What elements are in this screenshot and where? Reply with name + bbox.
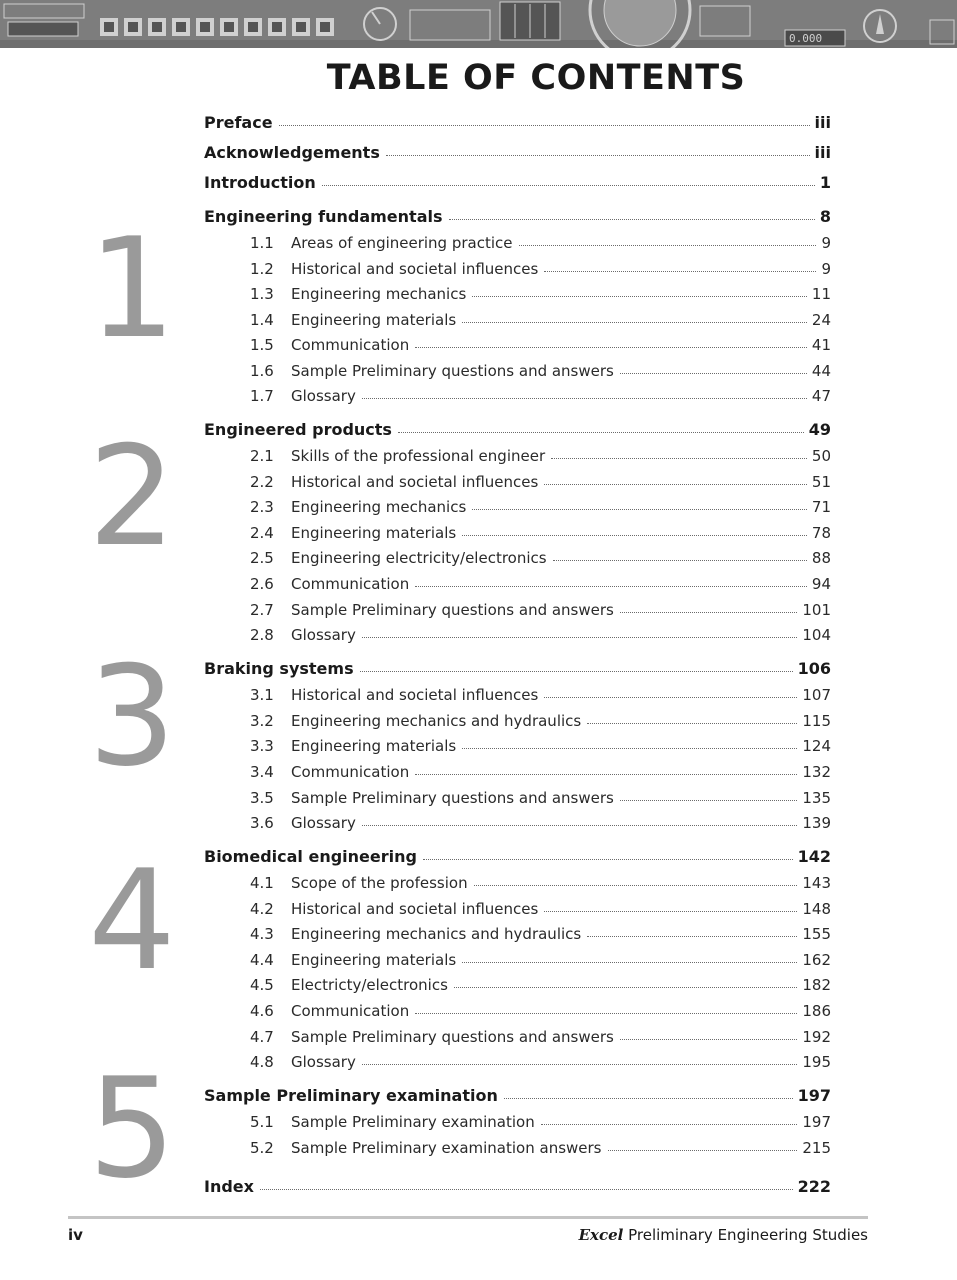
section-page: 197 — [802, 1113, 831, 1131]
section-number: 2.4 — [250, 524, 274, 542]
toc-section[interactable] — [250, 731, 831, 755]
section-number: 2.1 — [250, 447, 274, 465]
footer-title-text: Preliminary Engineering Studies — [628, 1226, 868, 1244]
dot-leader — [544, 484, 807, 485]
toc-section[interactable] — [250, 441, 831, 465]
dot-leader — [260, 1189, 793, 1190]
section-title: Engineering materials — [291, 311, 457, 329]
toc-entry-page: iii — [814, 143, 831, 162]
toc-section[interactable] — [250, 305, 831, 329]
chapter-number-5: 5 — [88, 1048, 176, 1209]
toc-section[interactable] — [250, 1047, 831, 1071]
toc-section[interactable] — [250, 1133, 831, 1157]
section-title: Sample Preliminary questions and answers — [291, 362, 614, 380]
toc-section[interactable] — [250, 620, 831, 644]
toc-section[interactable] — [250, 254, 831, 278]
section-page: 182 — [802, 976, 831, 994]
toc-section[interactable] — [250, 868, 831, 892]
dot-leader — [620, 612, 798, 613]
section-title: Communication — [291, 575, 410, 593]
section-title: Areas of engineering practice — [291, 234, 513, 252]
section-title: Sample Preliminary examination answers — [291, 1139, 602, 1157]
section-page: 192 — [802, 1028, 831, 1046]
chapter-title: Braking systems — [204, 659, 354, 678]
toc-section[interactable] — [250, 518, 831, 542]
dot-leader — [362, 825, 798, 826]
dot-leader — [544, 697, 797, 698]
section-number: 1.5 — [250, 336, 274, 354]
section-title: Engineering mechanics and hydraulics — [291, 712, 582, 730]
chapter-page: 49 — [808, 420, 831, 439]
section-title: Communication — [291, 336, 410, 354]
chapter-heading-5[interactable] — [204, 1081, 831, 1105]
dot-leader — [472, 296, 807, 297]
section-number: 2.7 — [250, 601, 274, 619]
dot-leader — [587, 723, 797, 724]
footer-brand: Excel — [578, 1226, 624, 1244]
dot-leader — [415, 774, 797, 775]
dot-leader — [449, 219, 815, 220]
section-page: 78 — [811, 524, 831, 542]
toc-section[interactable] — [250, 356, 831, 380]
section-title: Glossary — [291, 1053, 356, 1071]
dot-leader — [587, 936, 797, 937]
section-number: 1.7 — [250, 387, 274, 405]
section-number: 2.2 — [250, 473, 274, 491]
toc-section[interactable] — [250, 996, 831, 1020]
toc-entry-page: 222 — [797, 1177, 831, 1196]
toc-section[interactable] — [250, 706, 831, 730]
section-title: Engineering materials — [291, 951, 457, 969]
section-number: 4.3 — [250, 925, 274, 943]
section-number: 4.5 — [250, 976, 274, 994]
section-page: 148 — [802, 900, 831, 918]
toc-entry-label: Acknowledgements — [204, 143, 380, 162]
section-page: 215 — [802, 1139, 831, 1157]
toc-entry-introduction[interactable] — [204, 168, 831, 192]
section-number: 4.7 — [250, 1028, 274, 1046]
section-number: 3.3 — [250, 737, 274, 755]
toc-section[interactable] — [250, 381, 831, 405]
chapter-number-3: 3 — [88, 636, 176, 797]
toc-section[interactable] — [250, 945, 831, 969]
dot-leader — [620, 800, 798, 801]
section-number: 3.1 — [250, 686, 274, 704]
dot-leader — [386, 155, 810, 156]
toc-entry-page: 1 — [819, 173, 831, 192]
section-page: 9 — [821, 234, 831, 252]
section-number: 3.2 — [250, 712, 274, 730]
section-number: 3.5 — [250, 789, 274, 807]
toc-section[interactable] — [250, 1107, 831, 1131]
chapter-heading-1[interactable] — [204, 202, 831, 226]
dot-leader — [541, 1124, 798, 1125]
dot-leader — [544, 911, 797, 912]
section-page: 107 — [802, 686, 831, 704]
chapter-number-4: 4 — [88, 840, 176, 1001]
section-number: 4.1 — [250, 874, 274, 892]
dot-leader — [415, 586, 807, 587]
section-number: 1.2 — [250, 260, 274, 278]
section-title: Scope of the profession — [291, 874, 468, 892]
section-page: 139 — [802, 814, 831, 832]
toc-entry-page: iii — [814, 113, 831, 132]
toc-section[interactable] — [250, 228, 831, 252]
section-page: 44 — [811, 362, 831, 380]
toc-entry-label: Index — [204, 1177, 254, 1196]
toc-section[interactable] — [250, 919, 831, 943]
dot-leader — [544, 271, 816, 272]
section-page: 71 — [811, 498, 831, 516]
section-page: 186 — [802, 1002, 831, 1020]
chapter-heading-3[interactable] — [204, 654, 831, 678]
section-title: Historical and societal influences — [291, 473, 539, 491]
section-title: Engineering materials — [291, 737, 457, 755]
section-number: 4.2 — [250, 900, 274, 918]
toc-section[interactable] — [250, 543, 831, 567]
section-page: 195 — [802, 1053, 831, 1071]
page-title: TABLE OF CONTENTS — [326, 58, 746, 98]
section-number: 1.3 — [250, 285, 274, 303]
toc-entry-label: Preface — [204, 113, 273, 132]
toc-section[interactable] — [250, 279, 831, 303]
chapter-page: 142 — [797, 847, 831, 866]
section-number: 4.8 — [250, 1053, 274, 1071]
section-page: 115 — [802, 712, 831, 730]
section-page: 50 — [811, 447, 831, 465]
section-page: 11 — [811, 285, 831, 303]
toc-section[interactable] — [250, 569, 831, 593]
section-title: Glossary — [291, 387, 356, 405]
section-number: 4.4 — [250, 951, 274, 969]
toc-section[interactable] — [250, 467, 831, 491]
toc-entry-index[interactable] — [204, 1172, 831, 1196]
section-title: Engineering materials — [291, 524, 457, 542]
footer-book-title — [579, 1226, 868, 1244]
section-title: Historical and societal influences — [291, 686, 539, 704]
dot-leader — [462, 962, 797, 963]
section-page: 162 — [802, 951, 831, 969]
section-number: 3.4 — [250, 763, 274, 781]
dot-leader — [415, 1013, 797, 1014]
section-page: 88 — [811, 549, 831, 567]
dot-leader — [519, 245, 817, 246]
chapter-title: Sample Preliminary examination — [204, 1086, 498, 1105]
section-page: 124 — [802, 737, 831, 755]
section-number: 2.6 — [250, 575, 274, 593]
footer-page-number: iv — [68, 1226, 83, 1244]
dot-leader — [279, 125, 810, 126]
toc-section[interactable] — [250, 330, 831, 354]
section-page: 94 — [811, 575, 831, 593]
toc-entry-acknowledgements[interactable] — [204, 138, 831, 162]
section-title: Glossary — [291, 814, 356, 832]
chapter-heading-4[interactable] — [204, 842, 831, 866]
dot-leader — [551, 458, 807, 459]
section-title: Engineering mechanics and hydraulics — [291, 925, 582, 943]
dot-leader — [322, 185, 815, 186]
section-page: 132 — [802, 763, 831, 781]
section-page: 51 — [811, 473, 831, 491]
section-title: Sample Preliminary questions and answers — [291, 601, 614, 619]
dot-leader — [462, 322, 807, 323]
toc-section[interactable] — [250, 894, 831, 918]
section-page: 9 — [821, 260, 831, 278]
dot-leader — [362, 398, 807, 399]
dot-leader — [462, 535, 807, 536]
dot-leader — [423, 859, 793, 860]
toc-section[interactable] — [250, 492, 831, 516]
section-number: 2.3 — [250, 498, 274, 516]
section-title: Historical and societal influences — [291, 900, 539, 918]
section-number: 5.2 — [250, 1139, 274, 1157]
section-page: 101 — [802, 601, 831, 619]
section-title: Glossary — [291, 626, 356, 644]
section-title: Sample Preliminary questions and answers — [291, 789, 614, 807]
chapter-title: Engineering fundamentals — [204, 207, 443, 226]
chapter-number-1: 1 — [88, 208, 176, 369]
section-page: 104 — [802, 626, 831, 644]
section-number: 5.1 — [250, 1113, 274, 1131]
dot-leader — [553, 560, 807, 561]
toc-section[interactable] — [250, 680, 831, 704]
section-title: Engineering mechanics — [291, 285, 467, 303]
chapter-number-2: 2 — [88, 416, 176, 577]
toc-section[interactable] — [250, 808, 831, 832]
section-title: Engineering mechanics — [291, 498, 467, 516]
section-number: 3.6 — [250, 814, 274, 832]
chapter-page: 106 — [797, 659, 831, 678]
toc-section[interactable] — [250, 783, 831, 807]
section-page: 155 — [802, 925, 831, 943]
dot-leader — [454, 987, 797, 988]
section-title: Historical and societal influences — [291, 260, 539, 278]
chapter-title: Engineered products — [204, 420, 392, 439]
toc-section[interactable] — [250, 1022, 831, 1046]
footer-divider — [68, 1216, 868, 1219]
chapter-page: 8 — [819, 207, 831, 226]
section-number: 4.6 — [250, 1002, 274, 1020]
section-number: 1.4 — [250, 311, 274, 329]
readout-display: 0.000 — [789, 32, 823, 45]
dot-leader — [608, 1150, 798, 1151]
section-title: Skills of the professional engineer — [291, 447, 546, 465]
section-page: 47 — [811, 387, 831, 405]
dot-leader — [620, 373, 807, 374]
dot-leader — [462, 748, 797, 749]
section-title: Sample Preliminary questions and answers — [291, 1028, 614, 1046]
section-number: 1.1 — [250, 234, 274, 252]
dot-leader — [415, 347, 807, 348]
toc-entry-preface[interactable] — [204, 108, 831, 132]
toc-section[interactable] — [250, 757, 831, 781]
section-title: Communication — [291, 763, 410, 781]
section-title: Communication — [291, 1002, 410, 1020]
section-page: 135 — [802, 789, 831, 807]
chapter-title: Biomedical engineering — [204, 847, 417, 866]
section-title: Electricty/electronics — [291, 976, 448, 994]
section-title: Sample Preliminary examination — [291, 1113, 535, 1131]
dot-leader — [620, 1039, 798, 1040]
section-number: 1.6 — [250, 362, 274, 380]
dot-leader — [474, 885, 798, 886]
chapter-page: 197 — [797, 1086, 831, 1105]
chapter-heading-2[interactable] — [204, 415, 831, 439]
dot-leader — [360, 671, 793, 672]
toc-section[interactable] — [250, 970, 831, 994]
toc-entry-label: Introduction — [204, 173, 316, 192]
section-page: 24 — [811, 311, 831, 329]
control-panel-banner — [0, 0, 957, 48]
section-page: 41 — [811, 336, 831, 354]
section-number: 2.8 — [250, 626, 274, 644]
section-number: 2.5 — [250, 549, 274, 567]
toc-section[interactable] — [250, 595, 831, 619]
dot-leader — [398, 432, 804, 433]
dot-leader — [362, 637, 798, 638]
dot-leader — [472, 509, 807, 510]
dot-leader — [504, 1098, 793, 1099]
section-page: 143 — [802, 874, 831, 892]
section-title: Engineering electricity/electronics — [291, 549, 547, 567]
dot-leader — [362, 1064, 798, 1065]
